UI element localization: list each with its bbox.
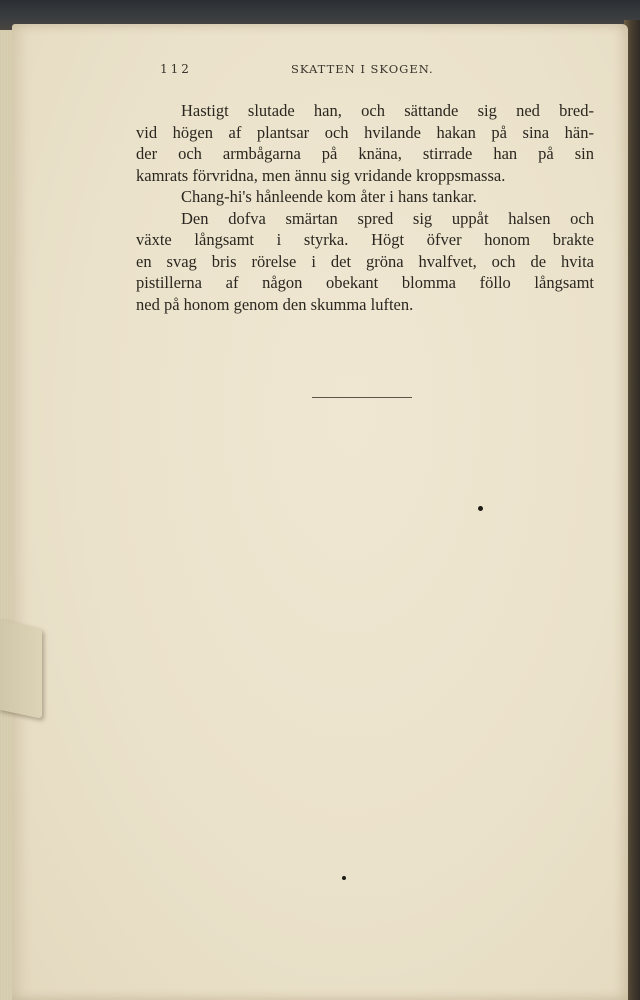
text-line: kamrats förvridna, men ännu sig vridande kroppsmassa.	[136, 165, 506, 185]
section-divider	[312, 397, 412, 398]
text-line: vid högen af plantsar och hvilande hakan på sina hän-	[136, 122, 594, 142]
text-line: der och armbågarna på knäna, stirrade han på sin	[136, 144, 594, 163]
page-number: 112	[160, 62, 192, 76]
text-line: en svag bris rörelse i det gröna hvalfvet, och de hvita	[136, 251, 594, 271]
ink-speck	[342, 876, 346, 880]
text-line: Den dofva smärtan spred sig uppåt halsen och	[181, 208, 594, 228]
ink-speck	[478, 506, 483, 511]
body-text	[136, 100, 594, 315]
text-line: Hastigt slutade han, och sättande sig ned bred-	[181, 101, 594, 120]
text-line: Chang-hi's hånleende kom åter i hans tankar.	[181, 187, 477, 206]
text-line: pistillerna af någon obekant blomma föllo långsamt	[136, 273, 594, 292]
text-line: ned på honom genom den skumma luften.	[136, 294, 414, 314]
text-line: växte långsamt i styrka. Högt öfver honom brakte	[136, 230, 594, 249]
paper-bookmark	[0, 619, 42, 718]
running-head	[160, 62, 460, 78]
running-title: SKATTEN I SKOGEN.	[291, 62, 434, 76]
